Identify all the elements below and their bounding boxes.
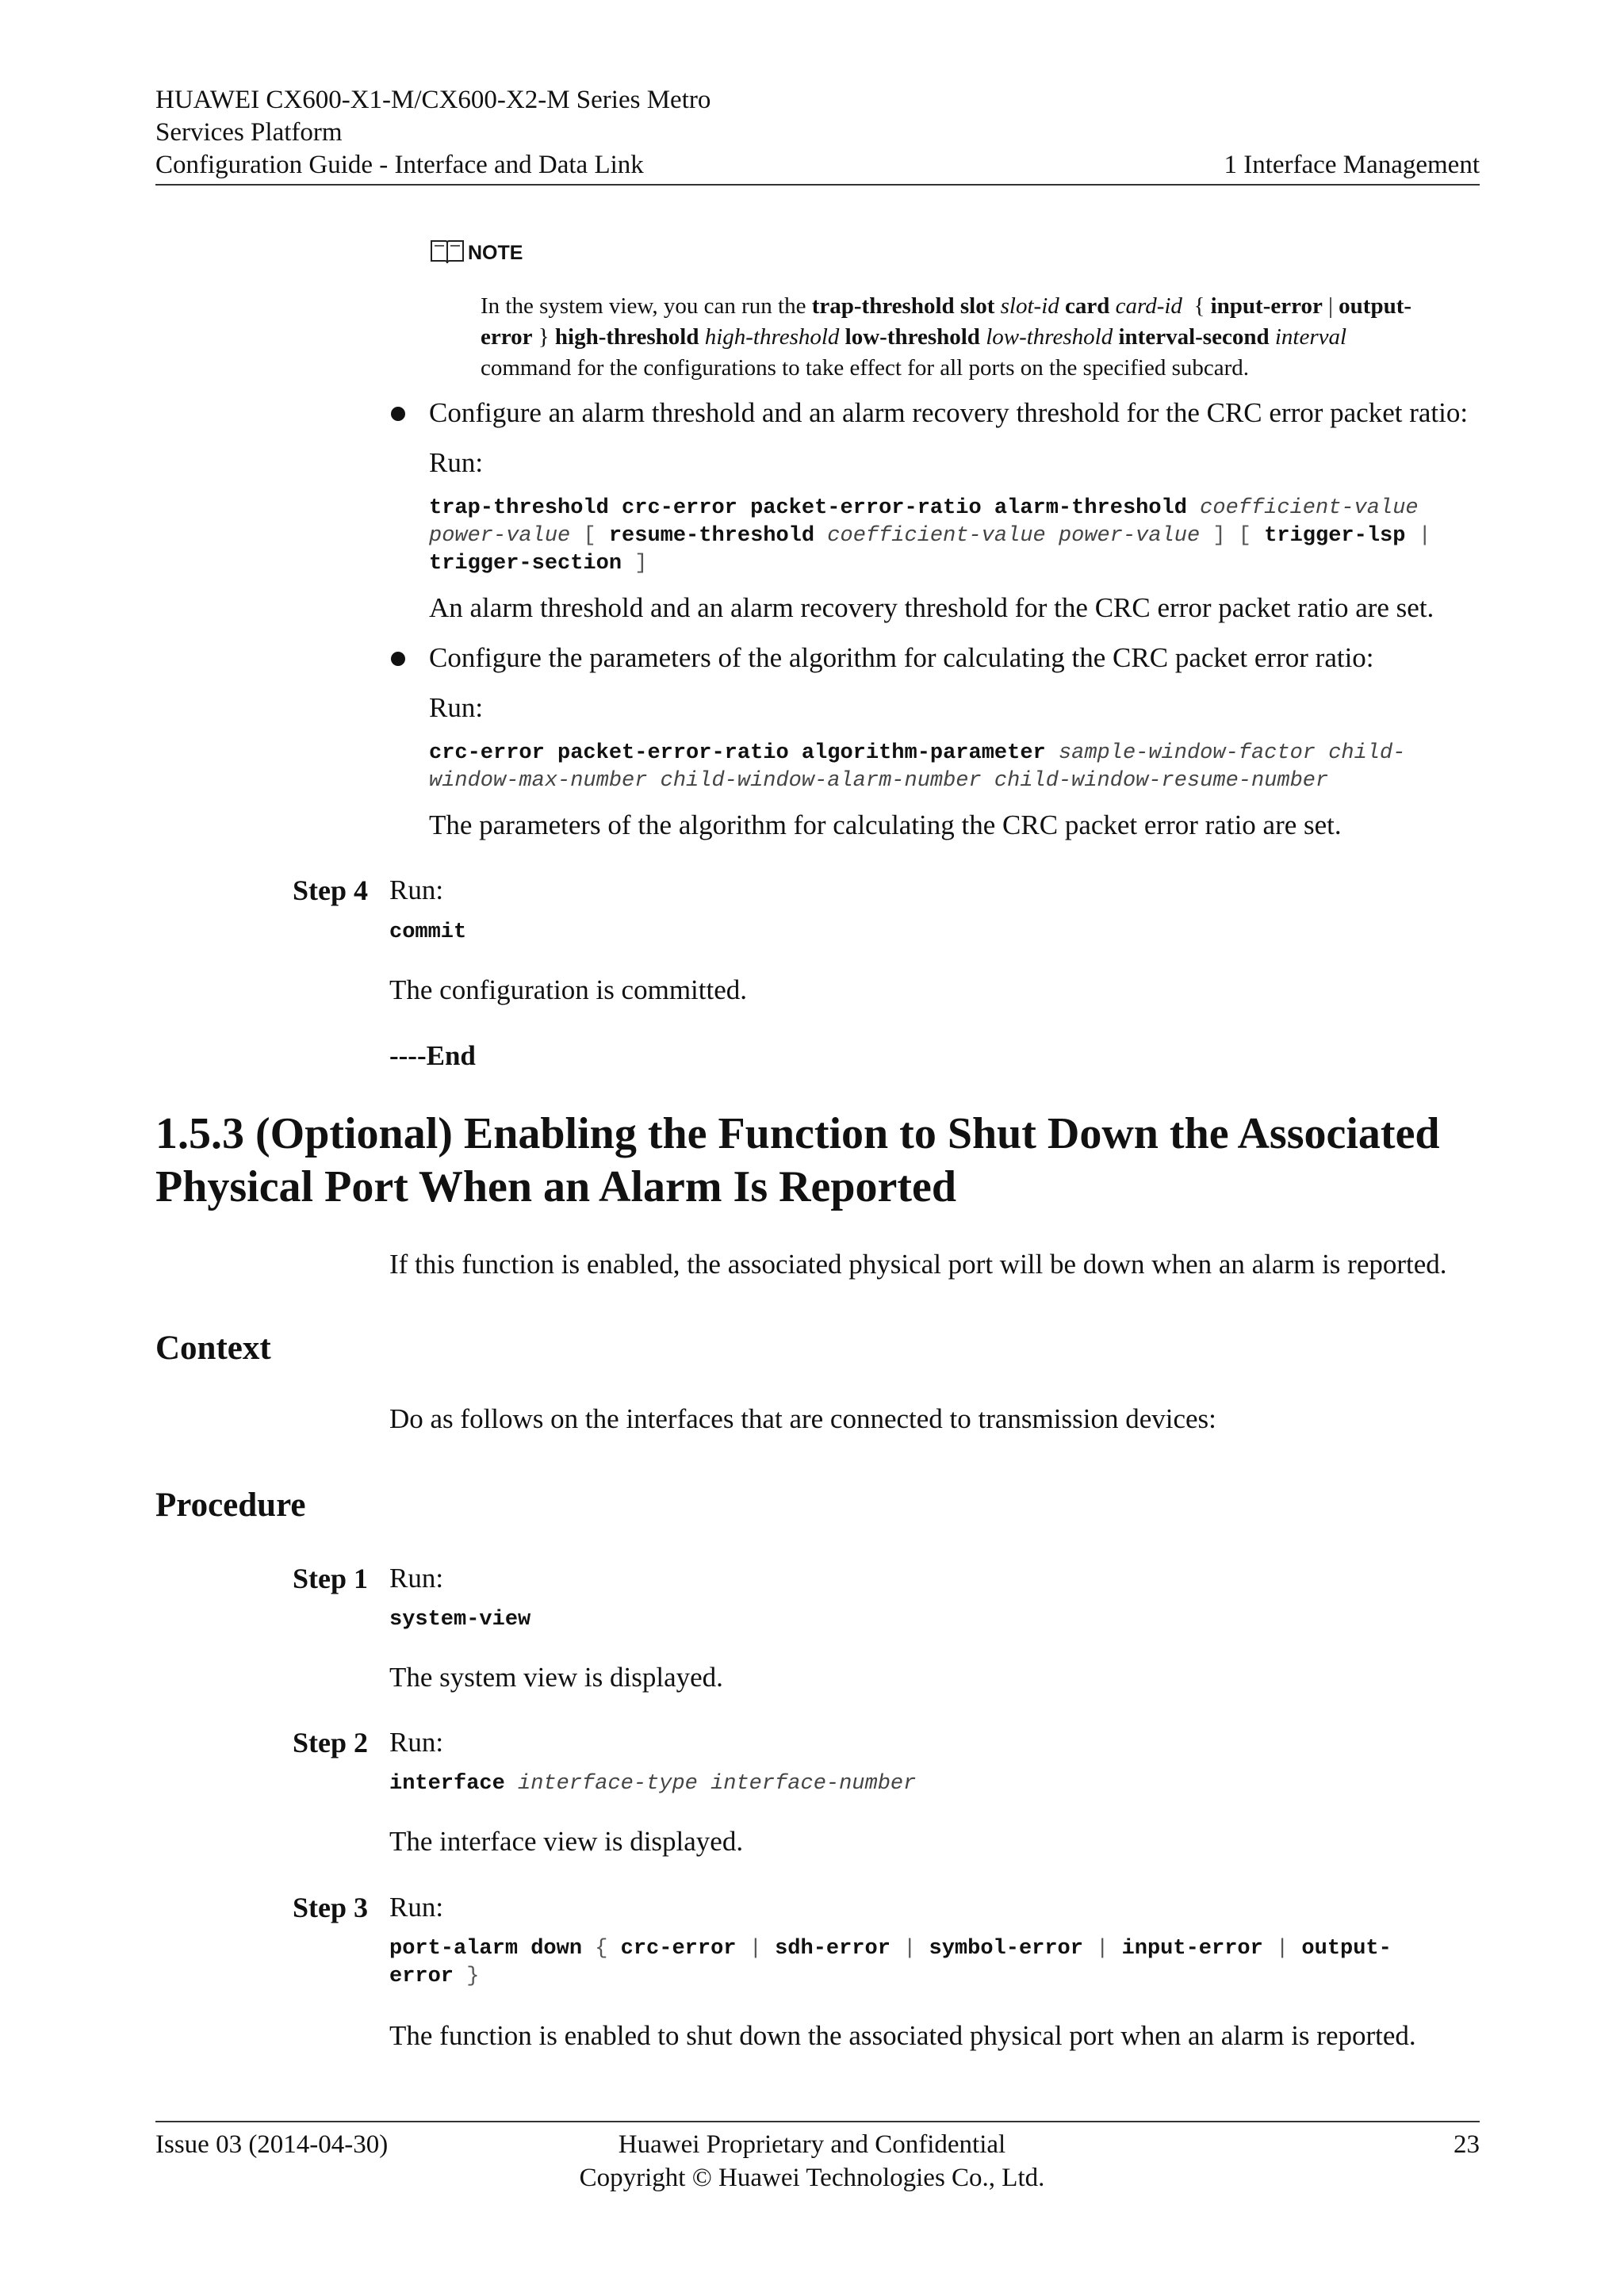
note-cmd-keyword: high-threshold	[554, 324, 699, 350]
bullet1-cmd-line3	[429, 550, 647, 578]
note-cmd-param: interval	[1274, 324, 1347, 350]
cmd-keyword: port-alarm down	[389, 1937, 583, 1961]
step-cmd-line2	[389, 1963, 479, 1991]
cmd-keyword: input-error	[1121, 1937, 1263, 1961]
cmd-symbol: |	[1276, 1937, 1289, 1961]
bullet2-result: The parameters of the algorithm for calculating the CRC packet error ratio are set.	[429, 809, 1342, 840]
context-text: Do as follows on the interfaces that are connected to transmission devices:	[389, 1403, 1216, 1434]
section-title-line2: Physical Port When an Alarm Is Reported	[155, 1162, 957, 1211]
step-result: The system view is displayed.	[389, 1662, 723, 1693]
step-cmd-line1	[389, 1935, 1392, 1963]
cmd-keyword: output-	[1301, 1937, 1392, 1961]
note-cmd-param: card-id	[1115, 293, 1182, 319]
cmd-param: sample-window-factor child-	[1058, 741, 1406, 765]
note-book-icon	[430, 238, 465, 269]
bullet1-result: An alarm threshold and an alarm recovery threshold for the CRC error packet ratio are set.	[429, 592, 1434, 623]
bullet2-run: Run:	[429, 692, 484, 723]
bullet2-cmd-line1	[429, 740, 1405, 767]
step-result: The configuration is committed.	[389, 974, 748, 1005]
step-run: Run:	[389, 1727, 444, 1758]
step-label: Step 4	[292, 874, 368, 906]
cmd-symbol: ] [	[1212, 524, 1251, 548]
note-cmd-param: slot-id	[1000, 293, 1059, 319]
cmd-keyword: trigger-section	[429, 552, 622, 576]
note-cmd-keyword: interval-second	[1118, 324, 1270, 350]
footer-copyright: Copyright © Huawei Technologies Co., Ltd.	[579, 2164, 1045, 2192]
cmd-keyword: system-view	[389, 1608, 531, 1632]
cmd-keyword: crc-error	[620, 1937, 737, 1961]
bullet2-text: Configure the parameters of the algorithm for calculating the CRC packet error ratio:	[429, 642, 1374, 673]
note-cmd-keyword: trap-threshold slot	[811, 293, 995, 319]
cmd-param: coefficient-value	[1200, 496, 1419, 520]
header-title-line2: Services Platform	[155, 118, 343, 147]
bullet1-cmd-line1	[429, 495, 1419, 522]
step-cmd	[389, 1606, 530, 1634]
note-line3: command for the configurations to take effect for all ports on the specified subcard.	[481, 355, 1250, 381]
step-run: Run:	[389, 1563, 444, 1594]
note-text: |	[1322, 293, 1339, 319]
cmd-symbol: |	[749, 1937, 762, 1961]
cmd-keyword: trap-threshold crc-error packet-error-ratio alarm-threshold	[429, 496, 1187, 520]
step-label: Step 3	[292, 1892, 368, 1923]
context-heading: Context	[155, 1330, 271, 1367]
step-cmd	[389, 1770, 916, 1798]
bullet1-text: Configure an alarm threshold and an alarm recovery threshold for the CRC error packet ratio:	[429, 397, 1469, 428]
note-cmd-param: low-threshold	[986, 324, 1113, 350]
cmd-keyword: sdh-error	[775, 1937, 891, 1961]
step-label: Step 1	[292, 1563, 368, 1594]
cmd-param: window-max-number child-window-alarm-number child-window-resume-number	[429, 769, 1329, 793]
cmd-keyword: resume-threshold	[608, 524, 815, 548]
cmd-symbol: |	[903, 1937, 917, 1961]
header-rule	[155, 184, 1480, 186]
cmd-symbol: [	[583, 524, 596, 548]
step-result: The interface view is displayed.	[389, 1826, 744, 1857]
note-line1	[481, 291, 1481, 322]
bullet2-cmd-line2	[429, 767, 1328, 795]
section-title-line1: 1.5.3 (Optional) Enabling the Function to Shut Down the Associated	[155, 1109, 1440, 1158]
note-cmd-keyword: input-error	[1210, 293, 1323, 319]
footer-issue: Issue 03 (2014-04-30)	[155, 2130, 389, 2159]
note-cmd-keyword: card	[1065, 293, 1110, 319]
note-text: {	[1193, 293, 1211, 319]
bullet1-run: Run:	[429, 447, 484, 478]
note-cmd-keyword: error	[481, 324, 533, 350]
cmd-keyword: trigger-lsp	[1264, 524, 1406, 548]
footer-confidential: Huawei Proprietary and Confidential	[618, 2130, 1006, 2159]
cmd-keyword: interface	[389, 1772, 505, 1796]
step-label: Step 2	[292, 1727, 368, 1758]
procedure-heading: Procedure	[155, 1487, 306, 1524]
header-chapter: 1 Interface Management	[1224, 151, 1480, 179]
header-title-line3: Configuration Guide - Interface and Data Link	[155, 151, 644, 179]
cmd-keyword: symbol-error	[929, 1937, 1083, 1961]
cmd-param: power-value	[429, 524, 571, 548]
cmd-symbol: |	[1418, 524, 1431, 548]
cmd-symbol: {	[595, 1937, 608, 1961]
step-cmd	[389, 919, 466, 947]
note-block	[430, 238, 523, 266]
step-result: The function is enabled to shut down the associated physical port when an alarm is reported.	[389, 2020, 1416, 2051]
cmd-keyword: crc-error packet-error-ratio algorithm-parameter	[429, 741, 1046, 765]
note-line2	[481, 322, 1346, 353]
end-marker: ----End	[389, 1040, 476, 1071]
note-text: In the system view, you can run the	[481, 293, 812, 319]
cmd-param: interface-type interface-number	[518, 1772, 917, 1796]
bullet-dot	[391, 652, 405, 666]
note-text: }	[532, 324, 555, 350]
section-intro: If this function is enabled, the associated physical port will be down when an alarm is reported.	[389, 1249, 1447, 1280]
cmd-symbol: |	[1096, 1937, 1109, 1961]
cmd-keyword: error	[389, 1965, 454, 1988]
cmd-keyword: commit	[389, 920, 467, 944]
note-cmd-keyword: output-	[1339, 293, 1412, 319]
bullet-dot	[391, 407, 405, 421]
cmd-symbol: }	[466, 1965, 480, 1988]
footer-rule	[155, 2121, 1480, 2122]
note-cmd-keyword: low-threshold	[845, 324, 980, 350]
step-run: Run:	[389, 1892, 444, 1923]
cmd-symbol: ]	[634, 552, 648, 576]
step-run: Run:	[389, 874, 444, 905]
bullet1-cmd-line2	[429, 522, 1431, 550]
header-title-line1: HUAWEI CX600-X1-M/CX600-X2-M Series Metro	[155, 86, 711, 114]
cmd-param: coefficient-value power-value	[827, 524, 1201, 548]
note-label: NOTE	[468, 242, 523, 264]
footer-page-number: 23	[1454, 2130, 1480, 2159]
note-cmd-param: high-threshold	[704, 324, 840, 350]
